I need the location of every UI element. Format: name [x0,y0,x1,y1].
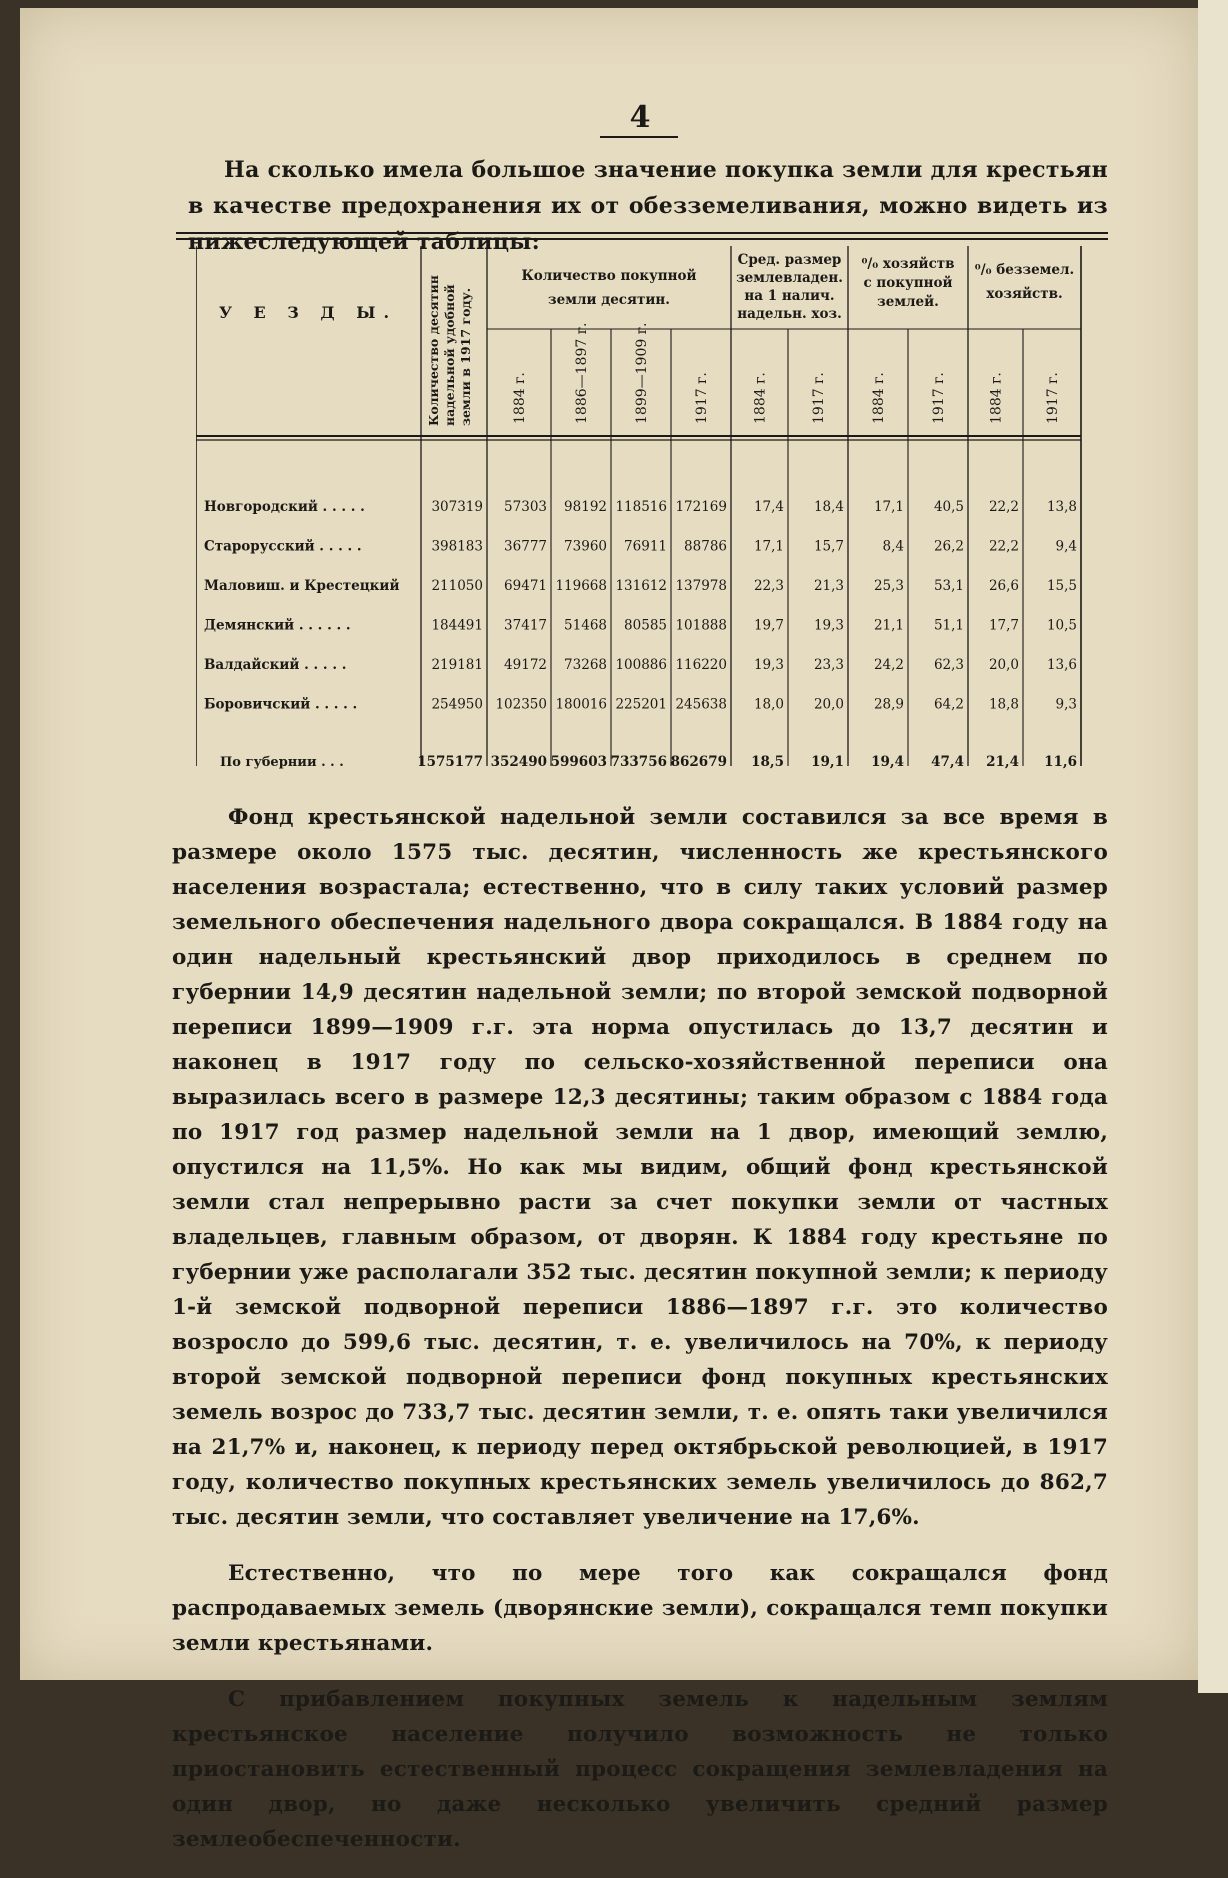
sred-header: Сред. размер [737,252,842,268]
table-row-cell: 307319 [431,499,483,515]
table-row-cell: 88786 [684,538,727,555]
table-grid [196,246,1086,776]
table-row-cell: 20,0 [813,696,844,713]
table-row-cell: 26,6 [988,578,1019,594]
pct-pokup-header: ⁰/₀ хозяйств [861,256,955,272]
table-row-cell: 119668 [555,578,607,594]
year-header-group [871,372,887,424]
table-row-cell: 10,5 [1046,617,1077,634]
nadel-header-group [442,284,457,426]
table-row-cell: 28,9 [873,696,904,713]
year-header: 1917 г. [694,372,710,424]
nadel-header-line: земли в 1917 году. [458,287,473,426]
table-row-cell: 184491 [431,617,483,634]
table-row-name: Новгородский . . . . . [204,499,365,515]
table-row-cell: 17,1 [873,499,904,515]
table-total-row-cell: 21,4 [986,754,1019,770]
table-row-cell: 18,0 [753,696,784,713]
table-row-cell: 180016 [555,696,607,713]
table-row-cell: 51,1 [933,617,964,634]
year-header-group [811,372,827,424]
table-row-name: Валдайский . . . . . [204,657,347,673]
table-row-cell: 17,4 [753,499,784,515]
table-row-cell: 22,2 [988,499,1019,515]
table-total-row-name: По губернии . . . [220,755,344,770]
table-row-name: Маловиш. и Крестецкий [204,578,400,594]
table-row-cell: 36777 [504,538,547,555]
table-row-cell: 40,5 [933,499,964,515]
nadel-header-line: Количество десятин [426,275,441,426]
table-row-cell: 15,5 [1046,578,1077,594]
table-row-cell: 100886 [615,657,667,673]
paragraph-2: Естественно, что по мере того как сокращался фонд распродаваемых земель (дворянские земли), сокращался темп покупки земли крестьянами. [172,1561,1108,1656]
year-header: 1899—1909 г. [634,322,650,424]
table-row-cell: 254950 [431,696,483,713]
table-row-cell: 20,0 [988,657,1019,673]
paragraph-1: Фонд крестьянской надельной земли составился за все время в размере около 1575 тыс. десятин, численность же крестьянского населения возрастала; естественно, что в силу таких условий размер земельного обеспечения надельного двора сокращался. В 1884 году на один надельный крестьянский двор приходилось в среднем по губернии 14,9 десятин надельной земли; по второй земской подворной переписи 1899—1909 г.г. эта норма опустилась до 13,7 десятин и наконец в 1917 году по сельско-хозяйственной переписи она выразилась всего в размере 12,3 десятины; таким образом с 1884 года по 1917 год размер надельной земли на 1 двор, имеющий землю, опустился на 11,5%. Но как мы видим, общий фонд крестьянской земли стал непрерывно расти за счет покупки земли от частных владельцев, главным образом, от дворян. К 1884 году крестьяне по губернии уже располагали 352 тыс. десятин покупной земли; к периоду 1-й земской подворной переписи 1886—1897 г.г. это количество возросло до 599,6 тыс. десятин, т. е. увеличилось на 70%, к периоду второй земской подворной переписи фонд покупных крестьянских земель возрос до 733,7 тыс. десятин земли, т. е. опять таки увеличился на 21,7% и, наконец, к периоду перед октябрьской революцией, в 1917 году, количество покупных крестьянских земель увеличилось до 862,7 тыс. десятин земли, что составляет увеличение на 17,6%. [172,805,1108,1530]
table-row-cell: 98192 [564,499,607,515]
year-header-group [574,323,590,425]
table-row-cell: 19,3 [753,657,784,673]
table-row-cell: 26,2 [933,538,964,555]
year-header: 1884 г. [871,372,887,424]
table-row-cell: 37417 [504,617,547,634]
table-row-cell: 21,1 [873,617,904,634]
table-total-row-cell: 352490 [490,754,547,770]
table-row-cell: 19,3 [813,617,844,634]
table-row-cell: 21,3 [813,578,844,594]
table-total-row-cell: 733756 [610,754,667,770]
uezdy-header: У Е З Д Ы. [218,303,398,322]
pct-bezzem-header: хозяйств. [986,286,1063,302]
table-row-cell: 22,2 [988,538,1019,555]
page-number: 4 [629,100,651,135]
table-row-cell: 13,6 [1046,657,1077,673]
year-header-group [634,323,650,425]
table-row-cell: 73960 [564,538,607,555]
table-row-cell: 101888 [675,617,727,634]
table-row-cell: 57303 [504,499,547,515]
table-row-cell: 13,8 [1046,499,1077,515]
table-row-cell: 137978 [675,578,727,594]
table-total-row-cell: 18,5 [751,754,784,770]
nadel-header-line: надельной удобной [442,284,457,426]
table-row-cell: 80585 [624,617,667,634]
table-row-cell: 245638 [675,696,727,713]
table-row-cell: 118516 [615,499,667,515]
table-row-cell: 76911 [624,538,667,555]
year-header: 1884 г. [752,372,769,424]
table-headers [219,252,1074,426]
body-text [172,800,1108,1878]
year-header: 1884 г. [988,372,1005,424]
table-total-row-cell: 599603 [550,754,607,770]
table-row-cell: 17,1 [753,538,784,555]
table-row-name: Демянский . . . . . . [204,617,351,634]
table-total-row-cell: 1575177 [417,754,483,770]
table-row-cell: 18,4 [813,499,844,515]
page-number-rule [600,136,678,138]
table-row-cell: 49172 [504,657,547,673]
year-header-group [512,372,528,424]
table-total-row-cell: 862679 [670,754,727,770]
sred-header: надельн. хоз. [737,306,842,322]
pct-pokup-header: землей. [877,294,939,310]
table-total-row-cell: 19,4 [871,754,904,770]
table-row-cell: 24,2 [873,657,904,673]
nadel-header-group [426,275,441,426]
sred-header: землевладен. [736,270,843,286]
intro-paragraph: На сколько имела большое значение покупка земли для крестьян в качестве предохранения их от обезземеливания, можно видеть из нижеследующей таблицы: [188,157,1108,255]
table-row-cell: 53,1 [933,578,964,594]
year-header: 1917 г. [811,372,827,424]
table-row-cell: 225201 [615,696,667,713]
pct-pokup-header: с покупной [863,275,953,291]
table-row-cell: 62,3 [933,657,964,673]
table-top-rule [176,232,1108,234]
year-header-group [753,372,769,424]
table-row-cell: 172169 [675,499,727,515]
table-row-cell: 102350 [495,696,547,713]
sred-header: на 1 налич. [744,288,835,304]
table-row-cell: 9,4 [1055,538,1077,555]
table-row-cell: 131612 [615,578,667,594]
pokup-header: Количество покупной [521,268,697,284]
year-header-group [1045,372,1061,424]
table-row-cell: 8,4 [882,538,904,555]
table-row-cell: 9,3 [1055,696,1077,713]
table-top-rule-2 [176,238,1108,240]
year-header-group [989,372,1005,424]
table-row-name: Боровичский . . . . . [204,696,358,713]
paragraph-3: С прибавлением покупных земель к надельным землям крестьянское население получило возможность не только приостановить естественный процесс сокращения землевладения на один двор, но даже несколько увеличить средний размер землеобеспеченности. [172,1687,1108,1852]
table-row-cell: 25,3 [873,578,904,594]
table-row-cell: 19,7 [753,617,784,634]
table-row-cell: 18,8 [988,696,1019,713]
table-cells [204,499,1077,770]
year-header: 1884 г. [512,372,528,424]
year-header-group [694,372,710,424]
table-row-cell: 23,3 [813,657,844,673]
nadel-header-group [458,288,473,426]
pokup-header: земли десятин. [548,292,670,308]
year-header: 1886—1897 г. [574,322,590,424]
table-row-cell: 116220 [675,657,727,673]
table-row-cell: 64,2 [933,696,964,713]
table-row-cell: 398183 [431,538,483,555]
statistics-table [196,246,1086,780]
table-row-cell: 51468 [564,617,607,634]
table-row-cell: 15,7 [813,538,844,555]
pct-bezzem-header: ⁰/₀ безземел. [974,262,1075,278]
table-total-row-cell: 11,6 [1044,754,1077,770]
table-total-row-cell: 19,1 [811,754,844,770]
table-row-cell: 73268 [564,657,607,673]
table-row-cell: 219181 [431,657,483,673]
next-page-edge [1198,0,1228,1693]
year-header-group [931,372,947,424]
year-header: 1917 г. [931,372,947,424]
table-row-cell: 69471 [504,578,547,594]
table-row-cell: 211050 [431,578,483,594]
table-total-row-cell: 47,4 [931,754,964,770]
year-header: 1917 г. [1045,372,1061,424]
table-row-cell: 22,3 [753,578,784,594]
table-row-cell: 17,7 [988,617,1019,634]
table-row-name: Старорусский . . . . . [204,538,362,555]
